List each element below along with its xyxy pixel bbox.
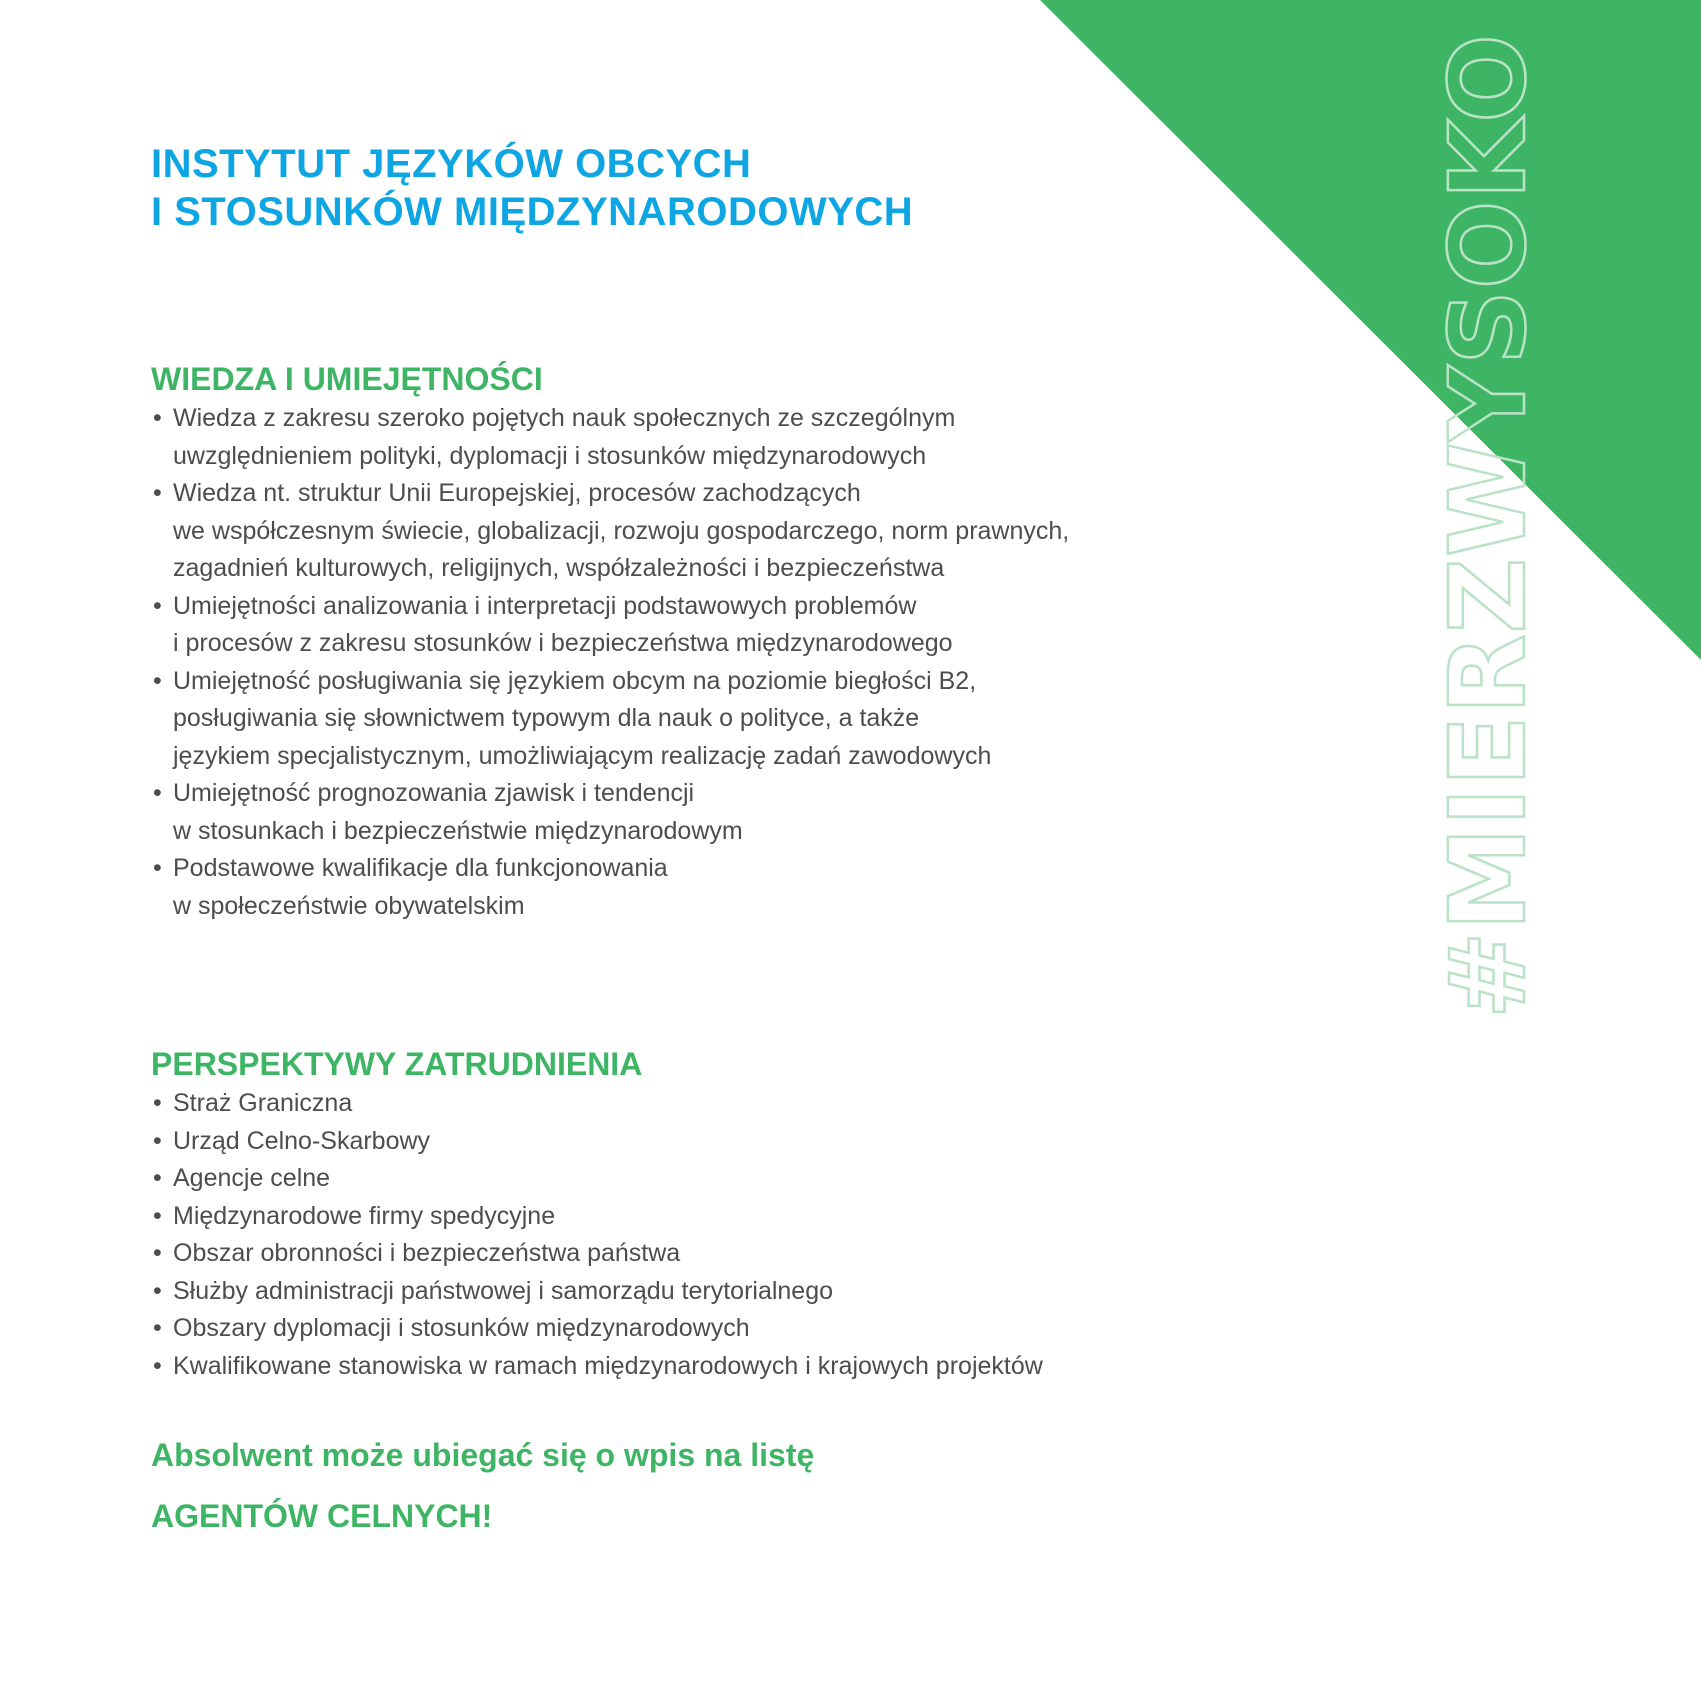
bullet-dot: • xyxy=(153,854,162,882)
closing-note xyxy=(151,1425,1071,1547)
knowledge-item xyxy=(151,588,1071,663)
bullet-dot: • xyxy=(153,479,162,507)
career-item-label: Obszary dyplomacji i stosunków międzynarodowych xyxy=(173,1314,750,1342)
career-item xyxy=(151,1198,1071,1236)
knowledge-item xyxy=(151,663,1071,776)
closing-note-line-2: AGENTÓW CELNYCH! xyxy=(151,1498,493,1534)
knowledge-item-line: zagadnień kulturowych, religijnych, współzależności i bezpieczeństwa xyxy=(173,554,945,582)
closing-note-line-1: Absolwent może ubiegać się o wpis na listę xyxy=(151,1437,815,1473)
bullet-dot: • xyxy=(153,779,162,807)
career-item-label: Międzynarodowe firmy spedycyjne xyxy=(173,1201,556,1230)
knowledge-item-line: Umiejętność prognozowania zjawisk i tendencji xyxy=(173,779,695,807)
bullet-dot: • xyxy=(153,591,162,620)
career-item xyxy=(151,1160,1071,1198)
knowledge-item-line: w społeczeństwie obywatelskim xyxy=(173,891,525,920)
knowledge-item xyxy=(151,850,1071,925)
career-item-label: Kwalifikowane stanowiska w ramach międzynarodowych i krajowych projektów xyxy=(173,1351,1043,1380)
career-item xyxy=(151,1273,1071,1311)
knowledge-item-line: we współczesnym świecie, globalizacji, rozwoju gospodarczego, norm prawnych, xyxy=(173,516,1070,545)
career-list xyxy=(151,1085,1071,1385)
bullet-dot: • xyxy=(153,1126,162,1155)
bullet-dot: • xyxy=(153,1276,162,1305)
knowledge-item-line: językiem specjalistycznym, umożliwiającym realizację zadań zawodowych xyxy=(173,741,992,770)
career-item-label: Urząd Celno-Skarbowy xyxy=(173,1126,431,1155)
knowledge-item-line: posługiwania się słownictwem typowym dla nauk o polityce, a także xyxy=(173,704,920,732)
institute-title xyxy=(151,140,1071,236)
knowledge-heading: WIEDZA I UMIEJĘTNOŚCI xyxy=(151,361,543,397)
career-item-label: Agencje celne xyxy=(173,1164,331,1192)
knowledge-item-line: w stosunkach i bezpieczeństwie międzynarodowym xyxy=(173,816,743,845)
career-item xyxy=(151,1348,1071,1386)
knowledge-item-line: i procesów z zakresu stosunków i bezpieczeństwa międzynarodowego xyxy=(173,629,953,657)
knowledge-item-line: Umiejętności analizowania i interpretacji podstawowych problemów xyxy=(173,591,917,620)
knowledge-item xyxy=(151,400,1071,475)
institute-title-line-1: INSTYTUT JĘZYKÓW OBCYCH xyxy=(151,142,752,186)
career-item xyxy=(151,1235,1071,1273)
green-triangle-shape xyxy=(1040,0,1701,660)
bullet-dot: • xyxy=(153,1201,162,1230)
career-item-label: Obszar obronności i bezpieczeństwa państwa xyxy=(173,1239,681,1267)
institute-title-line-2: I STOSUNKÓW MIĘDZYNARODOWYCH xyxy=(151,190,914,234)
career-item-label: Służby administracji państwowej i samorządu terytorialnego xyxy=(173,1276,834,1305)
knowledge-list xyxy=(151,400,1071,925)
bullet-dot: • xyxy=(153,404,162,432)
career-heading: PERSPEKTYWY ZATRUDNIENIA xyxy=(151,1046,643,1082)
career-item xyxy=(151,1310,1071,1348)
bullet-dot: • xyxy=(153,1351,162,1380)
career-item xyxy=(151,1085,1071,1123)
knowledge-item xyxy=(151,775,1071,850)
bullet-dot: • xyxy=(153,1164,162,1192)
bullet-dot: • xyxy=(153,666,162,695)
career-item xyxy=(151,1123,1071,1161)
knowledge-item-line: Wiedza nt. struktur Unii Europejskiej, procesów zachodzących xyxy=(173,479,861,507)
knowledge-item xyxy=(151,475,1071,588)
bullet-dot: • xyxy=(153,1314,162,1342)
page-content xyxy=(151,140,1071,1547)
knowledge-item-line: uwzględnieniem polityki, dyplomacji i stosunków międzynarodowych xyxy=(173,441,927,470)
bullet-dot: • xyxy=(153,1239,162,1267)
career-item-label: Straż Graniczna xyxy=(173,1089,353,1117)
bullet-dot: • xyxy=(153,1089,162,1117)
knowledge-item-line: Wiedza z zakresu szeroko pojętych nauk społecznych ze szczególnym xyxy=(173,404,956,432)
hashtag-mierzwysoko: #MIERZWYSOKO xyxy=(1427,33,1549,1019)
knowledge-item-line: Umiejętność posługiwania się językiem obcym na poziomie biegłości B2, xyxy=(173,666,977,695)
knowledge-item-line: Podstawowe kwalifikacje dla funkcjonowania xyxy=(173,854,668,882)
